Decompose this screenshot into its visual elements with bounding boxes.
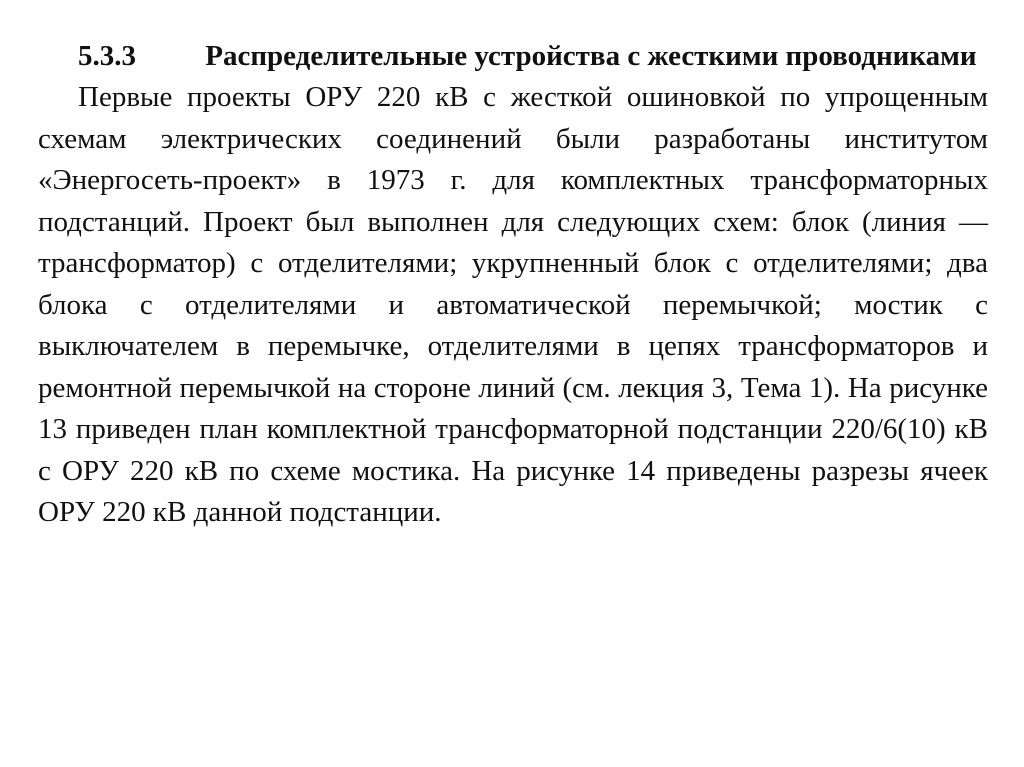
section-title: Распределительные устройства с жесткими проводниками (205, 40, 977, 72)
slide-content (38, 36, 988, 534)
section-number: 5.3.3 (78, 40, 136, 72)
body-paragraph: Первые проекты ОРУ 220 кВ с жесткой ошиновкой по упрощенным схемам электрических соединений были разработаны институтом «Энергосеть-проект» в 1973 г. для комплектных трансформаторных подстанций. Проект был выполнен для следующих схем: блок (линия — трансформатор) с отделителями; укрупненный блок с отделителями; два блока с отделителями и автоматической перемычкой; мостик с выключателем в перемычке, отделителями в цепях трансформаторов и ремонтной перемычкой на стороне линий (см. лекция 3, Тема 1). На рисунке 13 приведен план комплектной трансформаторной подстанции 220/6(10) кВ с ОРУ 220 кВ по схеме мостика. На рисунке 14 приведены разрезы ячеек ОРУ 220 кВ данной подстанции. (38, 81, 988, 528)
section-heading (38, 36, 988, 77)
